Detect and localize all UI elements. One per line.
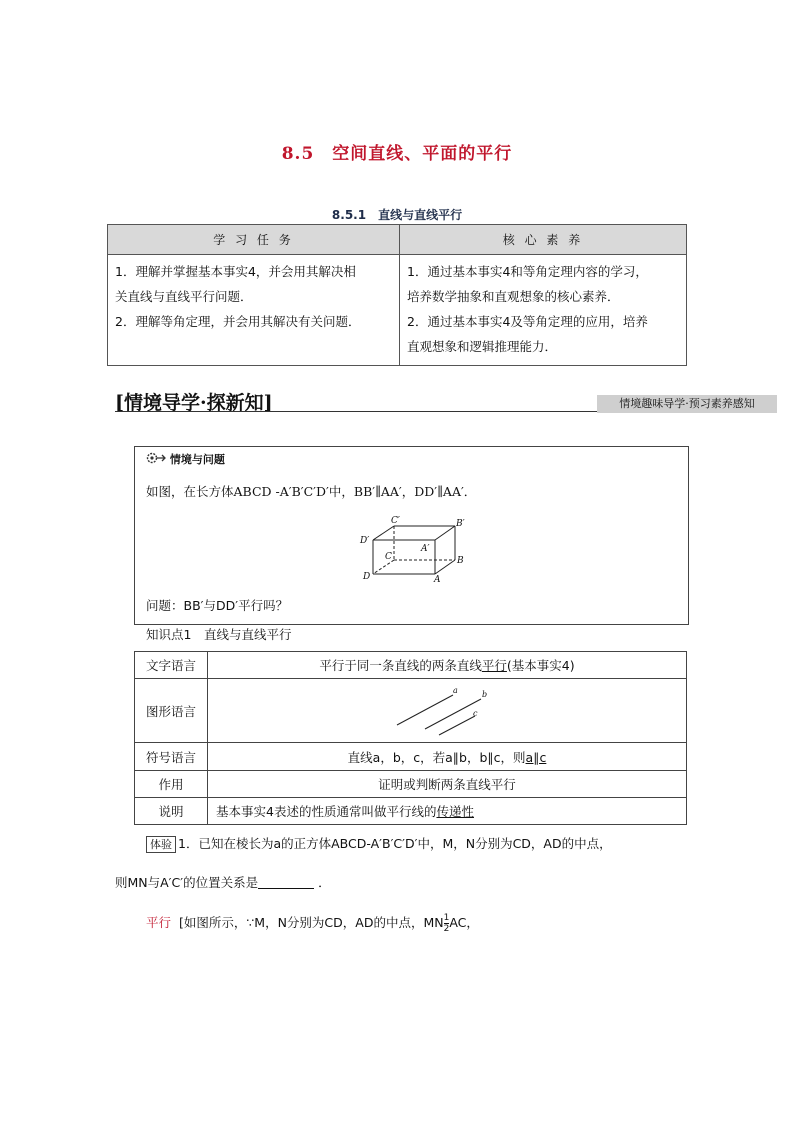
label-a: A — [434, 575, 441, 584]
task-right-line: 培养数学抽象和直观想象的核心素养． — [407, 289, 620, 304]
knowledge-heading: 知识点1 直线与直线平行 — [146, 627, 292, 642]
row-label: 图形语言 — [135, 679, 208, 743]
row-value-underlined: a∥c — [525, 749, 547, 765]
task-left-line: 2．理解等角定理，并会用其解决有关问题． — [115, 314, 361, 329]
answer-word: 平行 — [146, 915, 172, 930]
label-d: D — [363, 572, 371, 582]
table-row — [135, 679, 687, 743]
line-label-c: c — [473, 708, 478, 718]
fraction-denominator: 2 — [443, 924, 450, 934]
scene-text: 如图，在长方体ABCD -A′B′C′D′中，BB′∥AA′，DD′∥AA′． — [146, 484, 477, 499]
label-b: B — [457, 556, 464, 566]
task-right-line: 1．通过基本事实4和等角定理内容的学习， — [407, 264, 648, 279]
label-d1: D′ — [360, 536, 370, 546]
row-value-underlined: 传递性 — [436, 804, 474, 819]
label-c1: C′ — [391, 516, 400, 526]
task-right-line: 2．通过基本事实4及等角定理的应用，培养 — [407, 314, 648, 329]
label-a1: A′ — [421, 544, 430, 554]
row-value-underlined: 平行 — [481, 658, 507, 673]
row-value-text: 基本事实4表述的性质通常叫做平行线的 — [216, 804, 437, 819]
exercise-text: ． — [318, 875, 331, 890]
row-label: 文字语言 — [135, 652, 208, 679]
answer-text: [如图所示，∵M，N分别为CD，AD的中点，MN — [178, 915, 444, 930]
row-label: 符号语言 — [135, 743, 208, 771]
section-subtitle: 8.5.1 直线与直线平行 — [331, 208, 463, 222]
cuboid-figure — [355, 512, 475, 584]
task-right-line: 直观想象和逻辑推理能力． — [407, 339, 558, 354]
task-left-line: 关直线与直线平行问题． — [115, 289, 253, 304]
fraction-numerator: 1 — [443, 913, 450, 923]
task-header-left: 学 习 任 务 — [108, 225, 400, 255]
scene-head-label: 情境与问题 — [169, 453, 225, 466]
row-value-tail: (基本事实4) — [506, 658, 575, 673]
section-banner: [情境导学·探新知] — [115, 392, 273, 414]
table-row — [135, 771, 687, 798]
parallel-lines-figure — [387, 683, 507, 739]
exercise-text: 则MN与A′C′的位置关系是 — [115, 875, 259, 890]
row-value-text: 直线a，b，c，若a∥b，b∥c，则 — [347, 749, 526, 765]
row-label: 说明 — [135, 798, 208, 825]
exercise-line-2 — [115, 873, 331, 891]
row-value — [208, 798, 687, 825]
knowledge-table — [134, 651, 687, 825]
line-label-b: b — [482, 689, 488, 699]
row-label: 作用 — [135, 771, 208, 798]
task-cell-left — [108, 255, 400, 366]
table-row — [135, 798, 687, 825]
table-row — [135, 743, 687, 771]
answer-blank[interactable] — [258, 875, 314, 889]
task-table — [107, 224, 687, 366]
task-header-right: 核 心 素 养 — [400, 225, 687, 255]
row-value — [208, 652, 687, 679]
answer-line — [146, 913, 479, 934]
row-value — [208, 679, 687, 743]
exercise-tag: 体验 — [146, 836, 176, 853]
banner-tag: 情境趣味导学·预习素养感知 — [597, 395, 777, 413]
label-c: C — [385, 552, 392, 562]
gear-icon — [146, 452, 166, 464]
task-left-line: 1．理解并掌握基本事实4，并会用其解决相 — [115, 264, 356, 279]
exercise-line-1 — [146, 834, 612, 853]
task-cell-right — [400, 255, 687, 366]
scene-question: 问题：BB′与DD′平行吗？ — [146, 598, 289, 613]
row-value-text: 平行于同一条直线的两条直线 — [319, 658, 482, 673]
scene-heading — [146, 451, 225, 467]
exercise-text: 1．已知在棱长为a的正方体ABCD-A′B′C′D′中，M，N分别为CD，AD的中点， — [178, 836, 612, 851]
row-value — [208, 743, 687, 771]
page-title: 8.5 空间直线、平面的平行 — [281, 144, 513, 164]
answer-tail: AC， — [449, 915, 479, 930]
label-b1: B′ — [456, 519, 465, 529]
line-label-a: a — [453, 685, 458, 695]
row-value: 证明或判断两条直线平行 — [208, 771, 687, 798]
table-row — [135, 652, 687, 679]
